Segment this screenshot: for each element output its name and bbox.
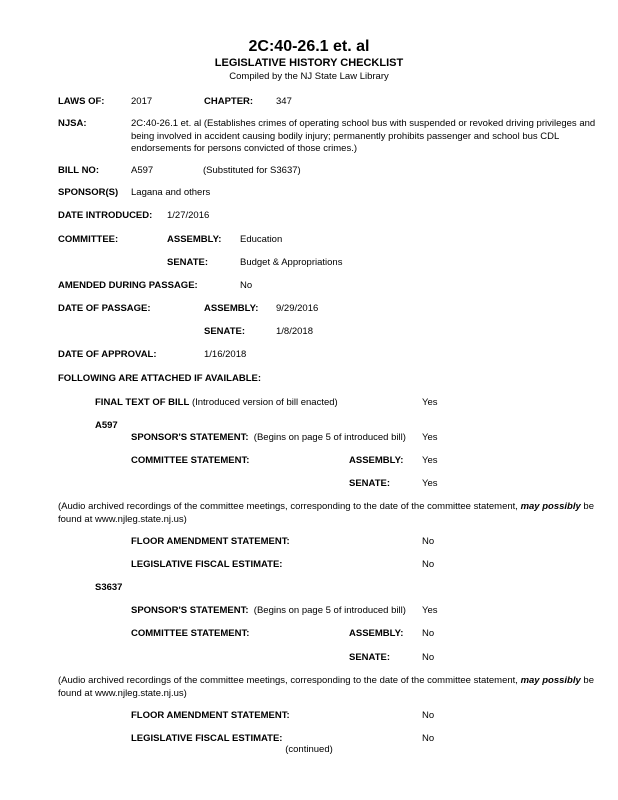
- final-text-label: FINAL TEXT OF BILL: [95, 397, 190, 408]
- bill-no-note: (Substituted for S3637): [203, 165, 301, 176]
- committee-label: COMMITTEE:: [58, 234, 119, 245]
- approval-label: DATE OF APPROVAL:: [58, 349, 157, 360]
- committee-statement-senate-label: SENATE:: [349, 478, 390, 489]
- bill-section-heading: S3637: [95, 582, 123, 593]
- committee-statement-assembly-label: ASSEMBLY:: [349, 628, 404, 639]
- floor-amendment-label: FLOOR AMENDMENT STATEMENT:: [131, 536, 290, 547]
- sponsor-statement-note: (Begins on page 5 of introduced bill): [253, 432, 406, 443]
- audio-note: [58, 501, 603, 526]
- committee-statement-senate-label: SENATE:: [349, 652, 390, 663]
- passage-senate-label: SENATE:: [204, 326, 245, 337]
- committee-senate-value: Budget & Appropriations: [240, 257, 343, 268]
- sponsors-label: SPONSOR(S): [58, 187, 119, 198]
- floor-amendment-value: No: [422, 710, 435, 721]
- page-subtitle: LEGISLATIVE HISTORY CHECKLIST: [214, 57, 404, 69]
- fiscal-estimate-label: LEGISLATIVE FISCAL ESTIMATE:: [131, 733, 283, 744]
- njsa-value: 2C:40-26.1 et. al (Establishes crimes of operating school bus with suspended or revoked driving privileges and being involved in accident causing bodily injury; permanently prohibits passenger and school bus CDL endorsements for persons convicted of those crimes.): [131, 118, 596, 154]
- bill-no-value: A597: [131, 165, 154, 176]
- committee-statement-label: COMMITTEE STATEMENT:: [131, 455, 250, 466]
- final-text-value: Yes: [422, 397, 438, 408]
- amended-value: No: [240, 280, 253, 291]
- sponsor-statement-label: SPONSOR'S STATEMENT:: [131, 605, 249, 616]
- sponsor-statement-label: SPONSOR'S STATEMENT:: [131, 432, 249, 443]
- floor-amendment-value: No: [422, 536, 435, 547]
- amended-label: AMENDED DURING PASSAGE:: [58, 280, 198, 291]
- final-text-row: [95, 397, 338, 409]
- sponsor-statement-row: [131, 605, 406, 617]
- chapter-label: CHAPTER:: [204, 96, 254, 107]
- committee-assembly-label: ASSEMBLY:: [167, 234, 222, 245]
- committee-statement-senate-value: No: [422, 652, 435, 663]
- committee-statement-assembly-label: ASSEMBLY:: [349, 455, 404, 466]
- sponsor-statement-value: Yes: [422, 432, 438, 443]
- audio-note-text: (Audio archived recordings of the committee meetings, corresponding to the date of the committee statement,: [58, 675, 518, 686]
- passage-senate-value: 1/8/2018: [276, 326, 313, 337]
- committee-assembly-value: Education: [240, 234, 283, 245]
- committee-statement-label: COMMITTEE STATEMENT:: [131, 628, 250, 639]
- audio-note-emphasis: may possibly: [520, 501, 581, 512]
- audio-note-emphasis: may possibly: [520, 675, 581, 686]
- date-introduced-value: 1/27/2016: [167, 210, 210, 221]
- audio-note: [58, 675, 603, 700]
- sponsors-value: Lagana and others: [131, 187, 211, 198]
- committee-senate-label: SENATE:: [167, 257, 208, 268]
- fiscal-estimate-label: LEGISLATIVE FISCAL ESTIMATE:: [131, 559, 283, 570]
- attached-heading: FOLLOWING ARE ATTACHED IF AVAILABLE:: [58, 373, 261, 384]
- sponsor-statement-note: (Begins on page 5 of introduced bill): [253, 605, 406, 616]
- njsa-label: NJSA:: [58, 118, 87, 129]
- laws-of-value: 2017: [131, 96, 153, 107]
- laws-of-label: LAWS OF:: [58, 96, 105, 107]
- committee-statement-assembly-value: Yes: [422, 455, 438, 466]
- passage-assembly-value: 9/29/2016: [276, 303, 319, 314]
- fiscal-estimate-value: No: [422, 559, 435, 570]
- date-introduced-label: DATE INTRODUCED:: [58, 210, 153, 221]
- floor-amendment-label: FLOOR AMENDMENT STATEMENT:: [131, 710, 290, 721]
- committee-statement-senate-value: Yes: [422, 478, 438, 489]
- audio-note-url: be found at www.njleg.state.nj.us): [58, 501, 594, 525]
- page-title: 2C:40-26.1 et. al: [248, 38, 370, 55]
- sponsor-statement-value: Yes: [422, 605, 438, 616]
- chapter-value: 347: [276, 96, 292, 107]
- continued-note: (continued): [285, 744, 333, 755]
- final-text-note: (Introduced version of bill enacted): [191, 397, 338, 408]
- compiled-by: Compiled by the NJ State Law Library: [229, 71, 389, 82]
- fiscal-estimate-value: No: [422, 733, 435, 744]
- passage-assembly-label: ASSEMBLY:: [204, 303, 259, 314]
- audio-note-text: (Audio archived recordings of the committee meetings, corresponding to the date of the committee statement,: [58, 501, 518, 512]
- passage-label: DATE OF PASSAGE:: [58, 303, 151, 314]
- audio-note-url: be found at www.njleg.state.nj.us): [58, 675, 594, 699]
- committee-statement-assembly-value: No: [422, 628, 435, 639]
- bill-section-heading: A597: [95, 420, 118, 431]
- bill-no-label: BILL NO:: [58, 165, 99, 176]
- approval-value: 1/16/2018: [204, 349, 247, 360]
- sponsor-statement-row: [131, 432, 406, 444]
